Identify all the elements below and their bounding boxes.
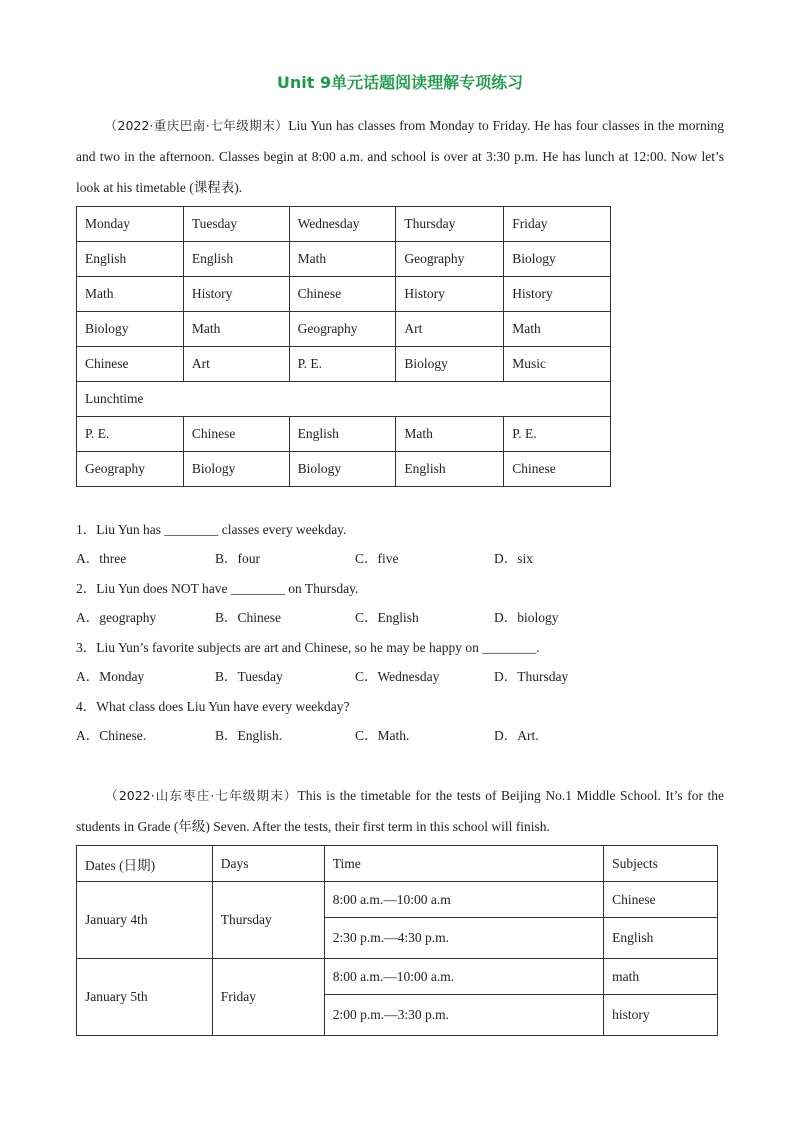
- class-timetable: [76, 206, 611, 487]
- table-cell: Chinese: [289, 277, 396, 312]
- header-cell: Subjects: [604, 846, 718, 882]
- table-row: [77, 312, 611, 347]
- header-cell: Wednesday: [289, 207, 396, 242]
- table-cell: English: [396, 452, 504, 487]
- question-2: 2．Liu Yun does NOT have ________ on Thursday.: [76, 581, 359, 596]
- table-row: [77, 452, 611, 487]
- option-a[interactable]: A．three: [76, 551, 127, 566]
- table-cell: P. E.: [504, 417, 611, 452]
- table-cell: Biology: [183, 452, 289, 487]
- table-cell: Math: [396, 417, 504, 452]
- subject-cell: math: [604, 959, 718, 995]
- header-cell: Friday: [504, 207, 611, 242]
- option-d[interactable]: D．six: [494, 551, 534, 566]
- table-cell: Art: [183, 347, 289, 382]
- header-cell: Days: [212, 846, 324, 882]
- passage-2-source: （2022·山东枣庄·七年级期末）: [104, 788, 298, 803]
- table-cell: Music: [504, 347, 611, 382]
- table-cell: English: [289, 417, 396, 452]
- question-3: 3．Liu Yun’s favorite subjects are art and Chinese, so he may be happy on ________.: [76, 640, 540, 655]
- table-cell: Biology: [396, 347, 504, 382]
- option-b[interactable]: B．Tuesday: [215, 669, 283, 684]
- question-4-options: [76, 725, 724, 747]
- table-cell: Biology: [77, 312, 184, 347]
- date-cell: January 5th: [77, 959, 213, 1036]
- table-cell: Geography: [289, 312, 396, 347]
- subject-cell: English: [604, 918, 718, 959]
- lunchtime-cell: Lunchtime: [77, 382, 611, 417]
- table-cell: History: [504, 277, 611, 312]
- option-c[interactable]: C．Math.: [355, 728, 410, 743]
- table-cell: Biology: [289, 452, 396, 487]
- header-cell: Tuesday: [183, 207, 289, 242]
- question-3-options: [76, 666, 724, 688]
- header-cell: Monday: [77, 207, 184, 242]
- table-row: [77, 959, 718, 995]
- option-a[interactable]: A．geography: [76, 610, 157, 625]
- option-c[interactable]: C．five: [355, 551, 399, 566]
- table-cell: Geography: [396, 242, 504, 277]
- table-cell: History: [396, 277, 504, 312]
- table-cell: Math: [77, 277, 184, 312]
- passage-1-text: Liu Yun has classes from Monday to Friday. He has four classes in the morning and two in the afternoon. Classes begin at 8:00 a.m. and school is over at 3:30 p.m. He has lunch at 12:00. Now let’s look at his timetable (课程表).: [76, 118, 724, 195]
- table-cell: Chinese: [77, 347, 184, 382]
- table-cell: English: [183, 242, 289, 277]
- day-cell: Thursday: [212, 882, 324, 959]
- header-cell: Time: [324, 846, 603, 882]
- subject-cell: history: [604, 995, 718, 1036]
- question-2-options: [76, 607, 724, 629]
- time-cell: 8:00 a.m.—10:00 a.m: [324, 882, 603, 918]
- table-row: [77, 277, 611, 312]
- subject-cell: Chinese: [604, 882, 718, 918]
- question-1: 1．Liu Yun has ________ classes every weekday.: [76, 522, 347, 537]
- lunch-row: [77, 382, 611, 417]
- option-d[interactable]: D．Art.: [494, 728, 539, 743]
- table-cell: P. E.: [289, 347, 396, 382]
- option-d[interactable]: D．Thursday: [494, 669, 569, 684]
- time-cell: 2:00 p.m.—3:30 p.m.: [324, 995, 603, 1036]
- table-cell: Math: [289, 242, 396, 277]
- table-row: [77, 347, 611, 382]
- table-cell: Chinese: [504, 452, 611, 487]
- table-cell: Chinese: [183, 417, 289, 452]
- option-c[interactable]: C．English: [355, 610, 419, 625]
- table-cell: Geography: [77, 452, 184, 487]
- table-cell: Math: [504, 312, 611, 347]
- option-b[interactable]: B．four: [215, 551, 260, 566]
- passage-1-source: （2022·重庆巴南·七年级期末）: [104, 118, 289, 133]
- option-c[interactable]: C．Wednesday: [355, 669, 440, 684]
- option-b[interactable]: B．English.: [215, 728, 283, 743]
- option-d[interactable]: D．biology: [494, 610, 559, 625]
- question-4: 4．What class does Liu Yun have every weekday?: [76, 699, 350, 714]
- passage-2-text: This is the timetable for the tests of Beijing No.1 Middle School. It’s for the students in Grade (年级) Seven. After the tests, their first term in this school will finish.: [76, 788, 724, 834]
- timetable-header-row: [77, 207, 611, 242]
- header-cell: Dates (日期): [77, 846, 213, 882]
- table-row: [77, 242, 611, 277]
- document-title: Unit 9单元话题阅读理解专项练习: [276, 73, 524, 92]
- day-cell: Friday: [212, 959, 324, 1036]
- header-cell: Thursday: [396, 207, 504, 242]
- option-a[interactable]: A．Monday: [76, 669, 145, 684]
- table-cell: Biology: [504, 242, 611, 277]
- time-cell: 2:30 p.m.—4:30 p.m.: [324, 918, 603, 959]
- table-row: [77, 417, 611, 452]
- date-cell: January 4th: [77, 882, 213, 959]
- question-1-options: [76, 548, 724, 570]
- table-cell: P. E.: [77, 417, 184, 452]
- table-cell: English: [77, 242, 184, 277]
- table-row: [77, 882, 718, 918]
- time-cell: 8:00 a.m.—10:00 a.m.: [324, 959, 603, 995]
- passage-1-intro: [76, 110, 724, 203]
- passage-2-intro: [76, 780, 724, 842]
- table-cell: Art: [396, 312, 504, 347]
- test-timetable-header-row: [77, 846, 718, 882]
- option-b[interactable]: B．Chinese: [215, 610, 281, 625]
- table-cell: History: [183, 277, 289, 312]
- option-a[interactable]: A．Chinese.: [76, 728, 147, 743]
- table-cell: Math: [183, 312, 289, 347]
- test-timetable: [76, 845, 718, 1036]
